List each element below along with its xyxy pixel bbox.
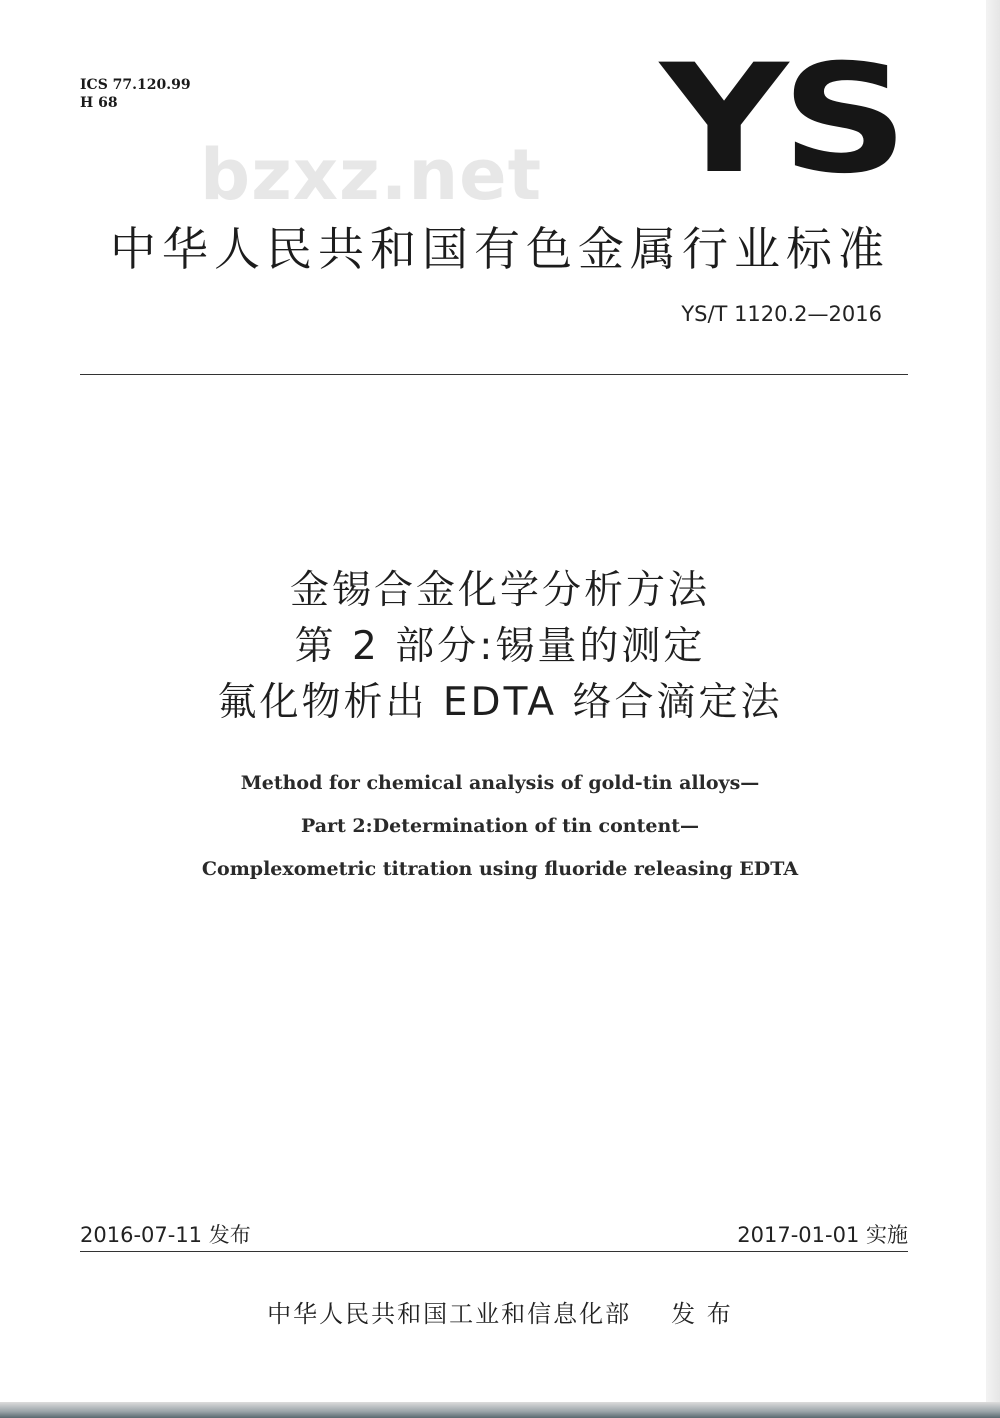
english-title-line-2: Part 2:Determination of tin content—: [300, 815, 700, 837]
page-bottom-edge: [0, 1402, 1000, 1418]
bottom-divider: [80, 1251, 908, 1252]
issuer-action: 发 布: [671, 1300, 733, 1328]
effective-date: 2017-01-01 实施: [737, 1223, 908, 1247]
english-title: [60, 762, 940, 891]
standard-code: YS/T 1120.2—2016: [681, 302, 882, 326]
english-title-line-1: Method for chemical analysis of gold-tin alloys—: [240, 772, 760, 794]
ys-logo: YS: [660, 33, 902, 207]
page-right-edge: [986, 0, 1000, 1418]
classification-codes: [80, 76, 191, 112]
issue-date: 2016-07-11 发布: [80, 1223, 251, 1247]
english-title-line-3: Complexometric titration using fluoride releasing EDTA: [201, 858, 799, 880]
issuer-line: [60, 1294, 940, 1329]
issuer-name: 中华人民共和国工业和信息化部: [267, 1300, 632, 1328]
chinese-title-line-2: 第 2 部分:锡量的测定: [294, 624, 706, 669]
chinese-title-line-3: 氟化物析出 EDTA 络合滴定法: [217, 680, 783, 725]
chinese-title-line-1: 金锡合金化学分析方法: [289, 568, 710, 613]
watermark: bzxz.net: [200, 134, 543, 216]
standard-category-title: 中华人民共和国有色金属行业标准: [110, 222, 890, 276]
ccs-code: H 68: [80, 95, 118, 111]
ics-code: ICS 77.120.99: [80, 77, 191, 93]
dates-row: [80, 1219, 908, 1249]
chinese-title: [60, 563, 940, 731]
top-divider: [80, 374, 908, 375]
